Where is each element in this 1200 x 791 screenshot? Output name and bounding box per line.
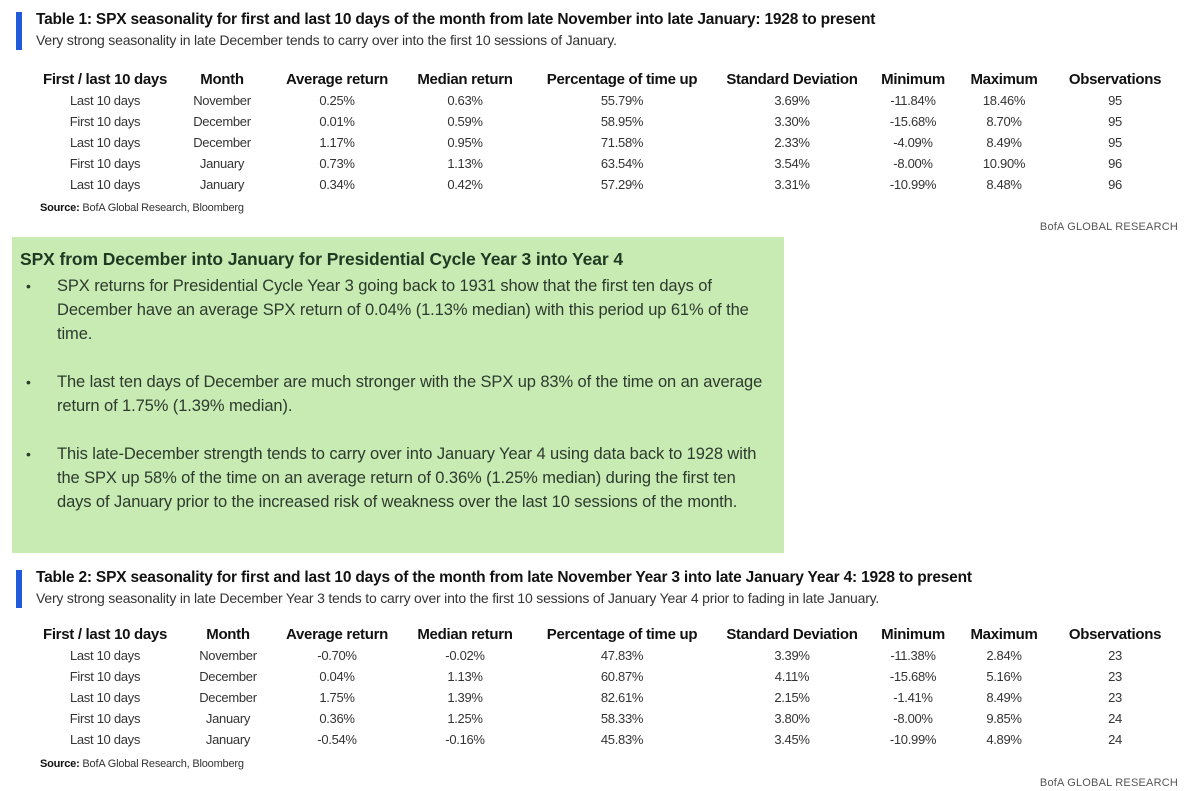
- table-cell: 58.33%: [600, 711, 644, 726]
- table2-col-header: Median return: [417, 625, 513, 643]
- table2-section: [16, 568, 1186, 608]
- table-cell: 3.39%: [774, 648, 810, 663]
- table-cell: Last 10 days: [69, 177, 141, 192]
- table-cell: -4.09%: [893, 135, 933, 150]
- table-cell: 0.04%: [319, 669, 355, 684]
- table2-col-header: Observations: [1068, 625, 1162, 643]
- bullet-text: SPX returns for Presidential Cycle Year 3 going back to 1931 show that the first ten days of December have an average SPX return of 0.04% (1.13% median) with this period up 61% of the time.: [57, 277, 749, 343]
- table-row: [26, 729, 1180, 750]
- table2-col-header: Maximum: [970, 625, 1038, 643]
- table-cell: 0.01%: [319, 114, 355, 129]
- table-cell: December: [199, 690, 257, 705]
- table2: [26, 623, 1180, 750]
- table-cell: 0.36%: [319, 711, 355, 726]
- table-cell: 4.89%: [986, 732, 1022, 747]
- table1-source-text: BofA Global Research, Bloomberg: [82, 202, 244, 214]
- table-cell: -0.54%: [317, 732, 357, 747]
- table-cell: 8.70%: [986, 114, 1022, 129]
- table-cell: 2.84%: [986, 648, 1022, 663]
- table2-header: [16, 568, 1186, 608]
- table2-subtitle: Very strong seasonality in late December Year 3 tends to carry over into the first 10 sessions of January Year 4 prior to fading in late January.: [36, 590, 880, 606]
- table-cell: 2.33%: [774, 135, 810, 150]
- table-cell: 45.83%: [600, 732, 644, 747]
- table-cell: -11.84%: [890, 93, 936, 108]
- table-cell: January: [205, 732, 251, 747]
- table-cell: -15.68%: [889, 669, 937, 684]
- table1-header: [16, 10, 1186, 50]
- table-cell: -15.68%: [889, 114, 937, 129]
- table-row: [26, 708, 1180, 729]
- table-cell: 5.16%: [986, 669, 1022, 684]
- table-cell: 1.13%: [447, 156, 483, 171]
- callout-box: [12, 237, 784, 553]
- table-cell: -0.16%: [445, 732, 485, 747]
- table-row: [38, 174, 1180, 195]
- table-cell: 10.90%: [982, 156, 1026, 171]
- table-cell: -8.00%: [893, 156, 933, 171]
- table-cell: 3.69%: [774, 93, 810, 108]
- table-cell: December: [193, 135, 251, 150]
- table-cell: Last 10 days: [69, 690, 141, 705]
- table-cell: 18.46%: [982, 93, 1026, 108]
- table-cell: 3.45%: [774, 732, 810, 747]
- table-cell: 1.13%: [447, 669, 483, 684]
- table-cell: -10.99%: [889, 732, 937, 747]
- table-cell: Last 10 days: [69, 93, 141, 108]
- table-cell: 4.11%: [774, 669, 810, 684]
- table2-brand: BofA GLOBAL RESEARCH: [1039, 777, 1178, 789]
- table-row: [38, 132, 1180, 153]
- table2-source: [40, 758, 244, 770]
- table1-subtitle: Very strong seasonality in late December tends to carry over into the first 10 sessions of January.: [36, 32, 617, 48]
- table-cell: 63.54%: [600, 156, 644, 171]
- table-cell: 24: [1108, 711, 1122, 726]
- table-cell: 8.48%: [986, 177, 1022, 192]
- table2-col-header: First / last 10 days: [42, 625, 168, 643]
- table-cell: 95: [1108, 114, 1122, 129]
- table2-source-label: Source:: [40, 758, 80, 770]
- list-item: [20, 442, 770, 514]
- table-cell: 3.31%: [774, 177, 810, 192]
- bullet-icon: •: [26, 374, 31, 390]
- table-cell: 8.49%: [986, 690, 1022, 705]
- table2-col-header: Minimum: [881, 625, 945, 643]
- table-cell: 95: [1108, 135, 1122, 150]
- table-cell: First 10 days: [69, 669, 141, 684]
- table-row: [26, 666, 1180, 687]
- table-cell: 23: [1108, 690, 1122, 705]
- table-cell: 2.15%: [774, 690, 810, 705]
- table-cell: 23: [1108, 648, 1122, 663]
- table-cell: -8.00%: [893, 711, 933, 726]
- table-cell: 24: [1108, 732, 1122, 747]
- table-cell: 95: [1108, 93, 1122, 108]
- table2-col-header: Percentage of time up: [546, 625, 698, 643]
- table-cell: 0.34%: [319, 177, 355, 192]
- table-cell: First 10 days: [69, 711, 141, 726]
- table1-title: Table 1: SPX seasonality for first and last 10 days of the month from late November into late January: 1928 to present: [36, 11, 876, 28]
- table-cell: Last 10 days: [69, 732, 141, 747]
- table1-col-header: Maximum: [970, 70, 1038, 88]
- table-cell: -10.99%: [889, 177, 937, 192]
- table-cell: 96: [1108, 156, 1122, 171]
- table1-section: [16, 10, 1186, 50]
- table-cell: -1.41%: [893, 690, 933, 705]
- table2-col-header: Month: [206, 625, 250, 643]
- table-cell: 1.17%: [319, 135, 355, 150]
- table1: [38, 68, 1180, 195]
- table-cell: 0.42%: [447, 177, 483, 192]
- table1-col-header: Observations: [1068, 70, 1162, 88]
- table-cell: 1.75%: [319, 690, 355, 705]
- table1-source-label: Source:: [40, 202, 80, 214]
- table-cell: 58.95%: [600, 114, 644, 129]
- table-cell: 8.49%: [986, 135, 1022, 150]
- table-cell: 3.54%: [774, 156, 810, 171]
- table-cell: -0.70%: [317, 648, 357, 663]
- table1-col-header: First / last 10 days: [42, 70, 168, 88]
- table1-brand: BofA GLOBAL RESEARCH: [1039, 221, 1178, 233]
- table1-col-header: Month: [200, 70, 244, 88]
- table-cell: 0.59%: [447, 114, 483, 129]
- table2-col-header: Average return: [286, 625, 388, 643]
- table1-source: [40, 202, 244, 214]
- table1-col-header: Median return: [417, 70, 513, 88]
- table-cell: Last 10 days: [69, 135, 141, 150]
- table-cell: 1.39%: [447, 690, 483, 705]
- list-item: [20, 370, 770, 418]
- table2-source-text: BofA Global Research, Bloomberg: [82, 758, 244, 770]
- table-cell: 0.63%: [447, 93, 483, 108]
- table2-accent-bar: [16, 570, 22, 608]
- callout-title: SPX from December into January for Presidential Cycle Year 3 into Year 4: [20, 249, 623, 269]
- table-cell: 60.87%: [600, 669, 644, 684]
- table1-accent-bar: [16, 12, 22, 50]
- table-row: [38, 153, 1180, 174]
- table1-header-row: [38, 68, 1180, 90]
- table-cell: 71.58%: [600, 135, 644, 150]
- table-cell: -0.02%: [445, 648, 485, 663]
- table-cell: 9.85%: [986, 711, 1022, 726]
- bullet-text: This late-December strength tends to carry over into January Year 4 using data back to 1928 with the SPX up 58% of the time on an average return of 0.36% (1.25% median) during the first ten days of January prior to the increased risk of weakness over the last 10 sessions of the month.: [57, 445, 757, 511]
- callout-bullets: [20, 274, 770, 514]
- table-cell: 0.73%: [319, 156, 355, 171]
- table-cell: 3.30%: [774, 114, 810, 129]
- bullet-icon: •: [26, 278, 31, 294]
- table2-col-header: Standard Deviation: [726, 625, 858, 643]
- table-cell: 57.29%: [600, 177, 644, 192]
- bullet-text: The last ten days of December are much stronger with the SPX up 83% of the time on an average return of 1.75% (1.39% median).: [57, 373, 763, 415]
- table-cell: First 10 days: [69, 156, 141, 171]
- table-cell: December: [193, 114, 251, 129]
- table-cell: -11.38%: [890, 648, 936, 663]
- table-cell: 96: [1108, 177, 1122, 192]
- table-cell: First 10 days: [69, 114, 141, 129]
- table-cell: 0.25%: [319, 93, 355, 108]
- table-cell: January: [205, 711, 251, 726]
- bullet-icon: •: [26, 446, 31, 462]
- table-cell: 47.83%: [600, 648, 644, 663]
- table1-col-header: Percentage of time up: [546, 70, 698, 88]
- table-cell: December: [199, 669, 257, 684]
- table2-header-row: [26, 623, 1180, 645]
- table-cell: 3.80%: [774, 711, 810, 726]
- table2-title: Table 2: SPX seasonality for first and last 10 days of the month from late November Year 3 into late January Year 4: 1928 to present: [36, 569, 972, 586]
- table-cell: 23: [1108, 669, 1122, 684]
- table-cell: 1.25%: [447, 711, 483, 726]
- table-row: [26, 645, 1180, 666]
- table-row: [38, 111, 1180, 132]
- table-cell: November: [199, 648, 257, 663]
- table-cell: 0.95%: [447, 135, 483, 150]
- table-cell: January: [199, 156, 245, 171]
- table1-col-header: Standard Deviation: [726, 70, 858, 88]
- table-row: [38, 90, 1180, 111]
- table-cell: Last 10 days: [69, 648, 141, 663]
- table-cell: November: [193, 93, 251, 108]
- table1-col-header: Minimum: [881, 70, 945, 88]
- table-row: [26, 687, 1180, 708]
- table-cell: 55.79%: [600, 93, 644, 108]
- table-cell: 82.61%: [600, 690, 644, 705]
- table1-col-header: Average return: [286, 70, 388, 88]
- table-cell: January: [199, 177, 245, 192]
- list-item: [20, 274, 770, 346]
